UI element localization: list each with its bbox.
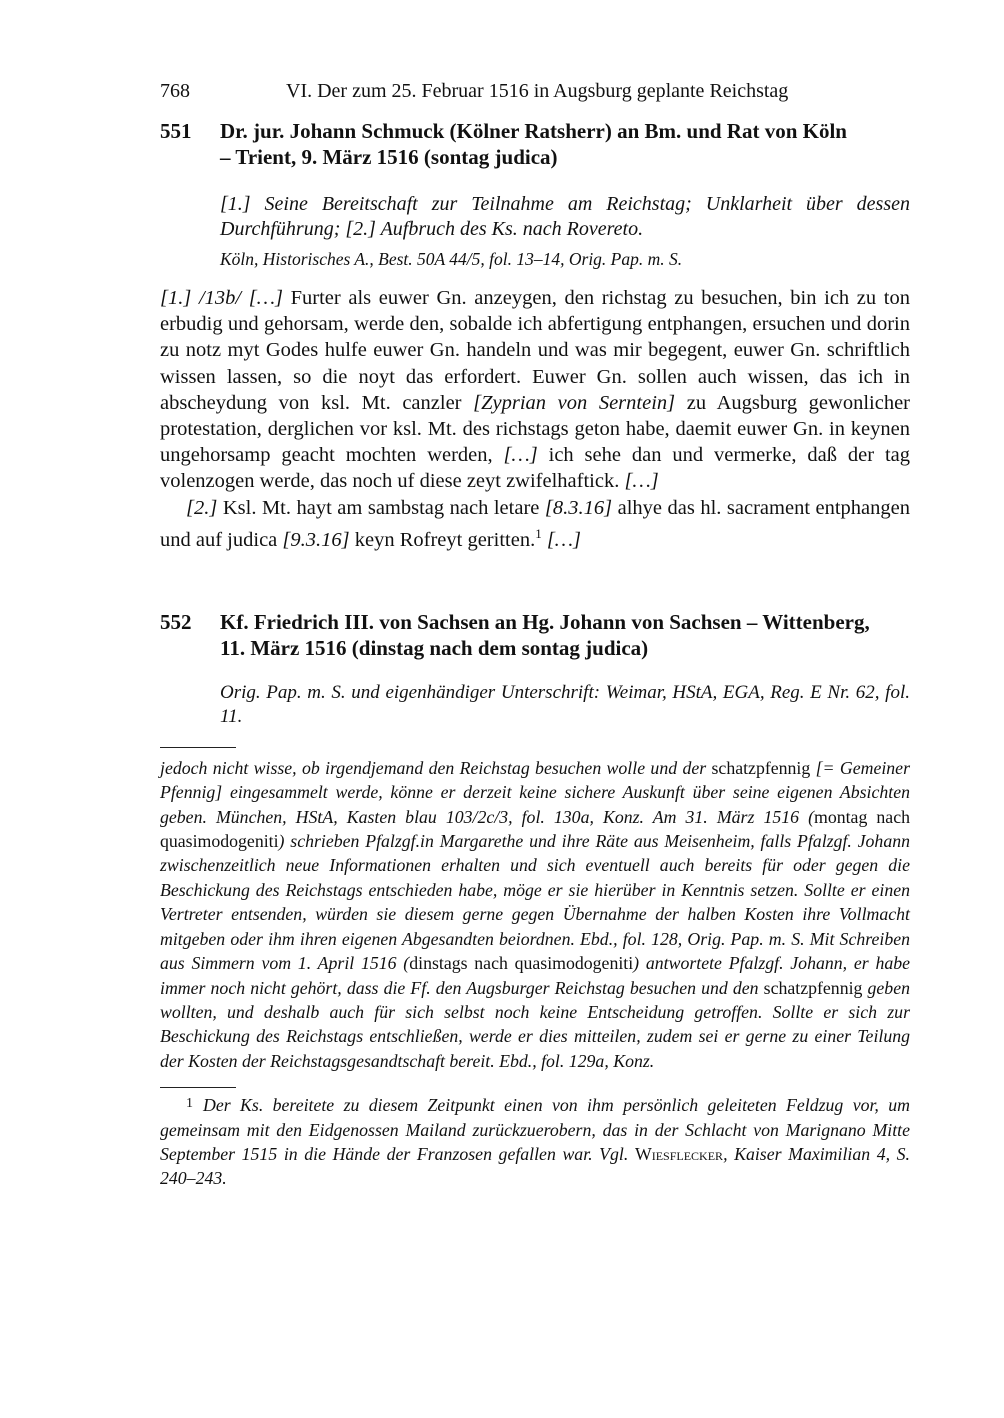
page-number: 768 [160, 80, 190, 102]
footnote-reference[interactable]: 1 [535, 525, 542, 541]
entry-title [220, 118, 910, 170]
footnote-divider [160, 1087, 236, 1088]
footnote-marker: 1 [186, 1096, 193, 1112]
paragraph-2: [2.] Ksl. Mt. hayt am sambstag nach letare [8.3.16] alhye das hl. sacrament entphangen und auf judica [9.3.16] keyn Rofreyt geritten.$^1$ […] [160, 496, 911, 551]
paragraph-marker: [1.] /13b/ […] [160, 287, 283, 309]
entry-552-source: Orig. Pap. m. S. und eigenhändiger Unterschrift: Weimar, HStA, EGA, Reg. E Nr. 62, fol. 11. [220, 681, 910, 727]
entry-title-line2: – Trient, 9. März 1516 (sontag judica) [220, 145, 558, 169]
entry-title [220, 609, 910, 661]
author-name: Wiesflecker [634, 1143, 724, 1164]
continued-note: jedoch nicht wisse, ob irgendjemand den Reichstag besuchen wolle und der schatzpfennig [= Gemeiner Pfennig] eingesammelt werde, könne er derzeit keine sichere Auskunft über seine eigenen Absichten geben. München, HStA, Kasten blau 103/2c/3, fol. 130a, Konz. Am 31. März 1516 (montag nach quasimodogeniti) schrieben Pfalzgf.in Margarethe und ihre Räte aus Meisenheim, falls Pfalzgf. Johann zwischenzeitlich neue Informationen erhalten und sich eventuell auch bereits für oder gegen die Beschickung des Reichstags entschieden habe, möge er sie hierüber in Kenntnis setzen. Sollte er einen Vertreter entsenden, würden sie diesem gerne gegen Übernahme der halben Kosten ihre Vollmacht mitgeben oder ihm ihren eigenen Abgesandten beiordnen. Ebd., fol. 128, Orig. Pap. m. S. Mit Schreiben aus Simmern vom 1. April 1516 (dinstags nach quasimodogeniti) antwortete Pfalzgf. Johann, er habe immer noch nicht gehört, dass die Ff. den Augsburger Reichstag besuchen und den schatzpfennig geben wollten, und deshalb auch für sich selbst noch keine Entscheidung getroffen. Sollte er sich zur Beschickung des Reichstags entschließen, werde er dies mitteilen, zudem sei er gerne zu einer Teilung der Kosten der Reichstagsgesandtschaft bereit. Ebd., fol. 129a, Konz. [160, 757, 911, 1071]
entry-551-heading [160, 118, 910, 170]
editorial-note: […] [541, 528, 582, 551]
entry-552-heading [160, 609, 910, 661]
running-header [160, 78, 910, 108]
footnote-1: $^1$ Der Ks. bereitete zu diesem Zeitpunkt einen von ihm persönlich geleiteten Feldzug vor, um gemeinsam mit den Eidgenossen Mailand zurückzuerobern, das in der Schlacht von Marignano Mitte September 1515 in die Hände der Franzosen gefallen war. Vgl. Wiesflecker, Kaiser Maximilian 4, S. 240–243. [160, 1095, 910, 1189]
editorial-note: [Zyprian von Serntein] [473, 391, 676, 414]
entry-number: 551 [160, 119, 192, 143]
paragraph-marker: [2.] [186, 496, 218, 519]
entry-551-source: Köln, Historisches A., Best. 50A 44/5, fol. 13–14, Orig. Pap. m. S. [220, 249, 683, 269]
running-title: VI. Der zum 25. Februar 1516 in Augsburg geplante Reichstag [286, 80, 789, 102]
entry-number: 552 [160, 609, 192, 634]
entry-title-line2: 11. März 1516 (dinstag nach dem sontag judica) [220, 635, 649, 660]
editorial-date: [9.3.16] [282, 528, 350, 551]
entry-title-line1: Kf. Friedrich III. von Sachsen an Hg. Johann von Sachsen – Wittenberg, [220, 609, 870, 634]
editorial-note: […] [503, 444, 538, 467]
editorial-date: [8.3.16] [544, 496, 613, 519]
page [160, 78, 910, 1191]
editorial-note: […] [624, 470, 659, 493]
note-divider [160, 747, 236, 748]
entry-551-text [160, 285, 910, 553]
entry-title-line1: Dr. jur. Johann Schmuck (Kölner Ratsherr) an Bm. und Rat von Köln [220, 119, 847, 143]
paragraph-1: [1.] /13b/ […] Furter als euwer Gn. anzeygen, den richstag zu besuchen, bin ich zu ton erbudig und gehorsam, werde den, sobalde ich abfertigung entphangen, ersuchen und dorin zu notz myt Godes hulfe euwer Gn. handeln und was mir begegent, euwer Gn. schriftlich wissen lassen, so die noyt das erfordert. Euwer Gn. sollen auch wissen, das ich in abscheydung von ksl. Mt. canzler [Zyprian von Serntein] zu Augsburg gewonlicher protestation, derglichen vor ksl. Mt. des richstags geton habe, daemit euwer Gn. in keynen ungehorsamp geacht mochten werden, […] ich sehe dan und vermerke, daß der tag volenzogen werde, das noch uf diese zeyt zwifelhaftick. […] [160, 287, 911, 493]
entry-551-regest: [1.] Seine Bereitschaft zur Teilnahme am Reichstag; Unklarheit über dessen Durchführung; [2.] Aufbruch des Ks. nach Rovereto. [220, 193, 910, 240]
